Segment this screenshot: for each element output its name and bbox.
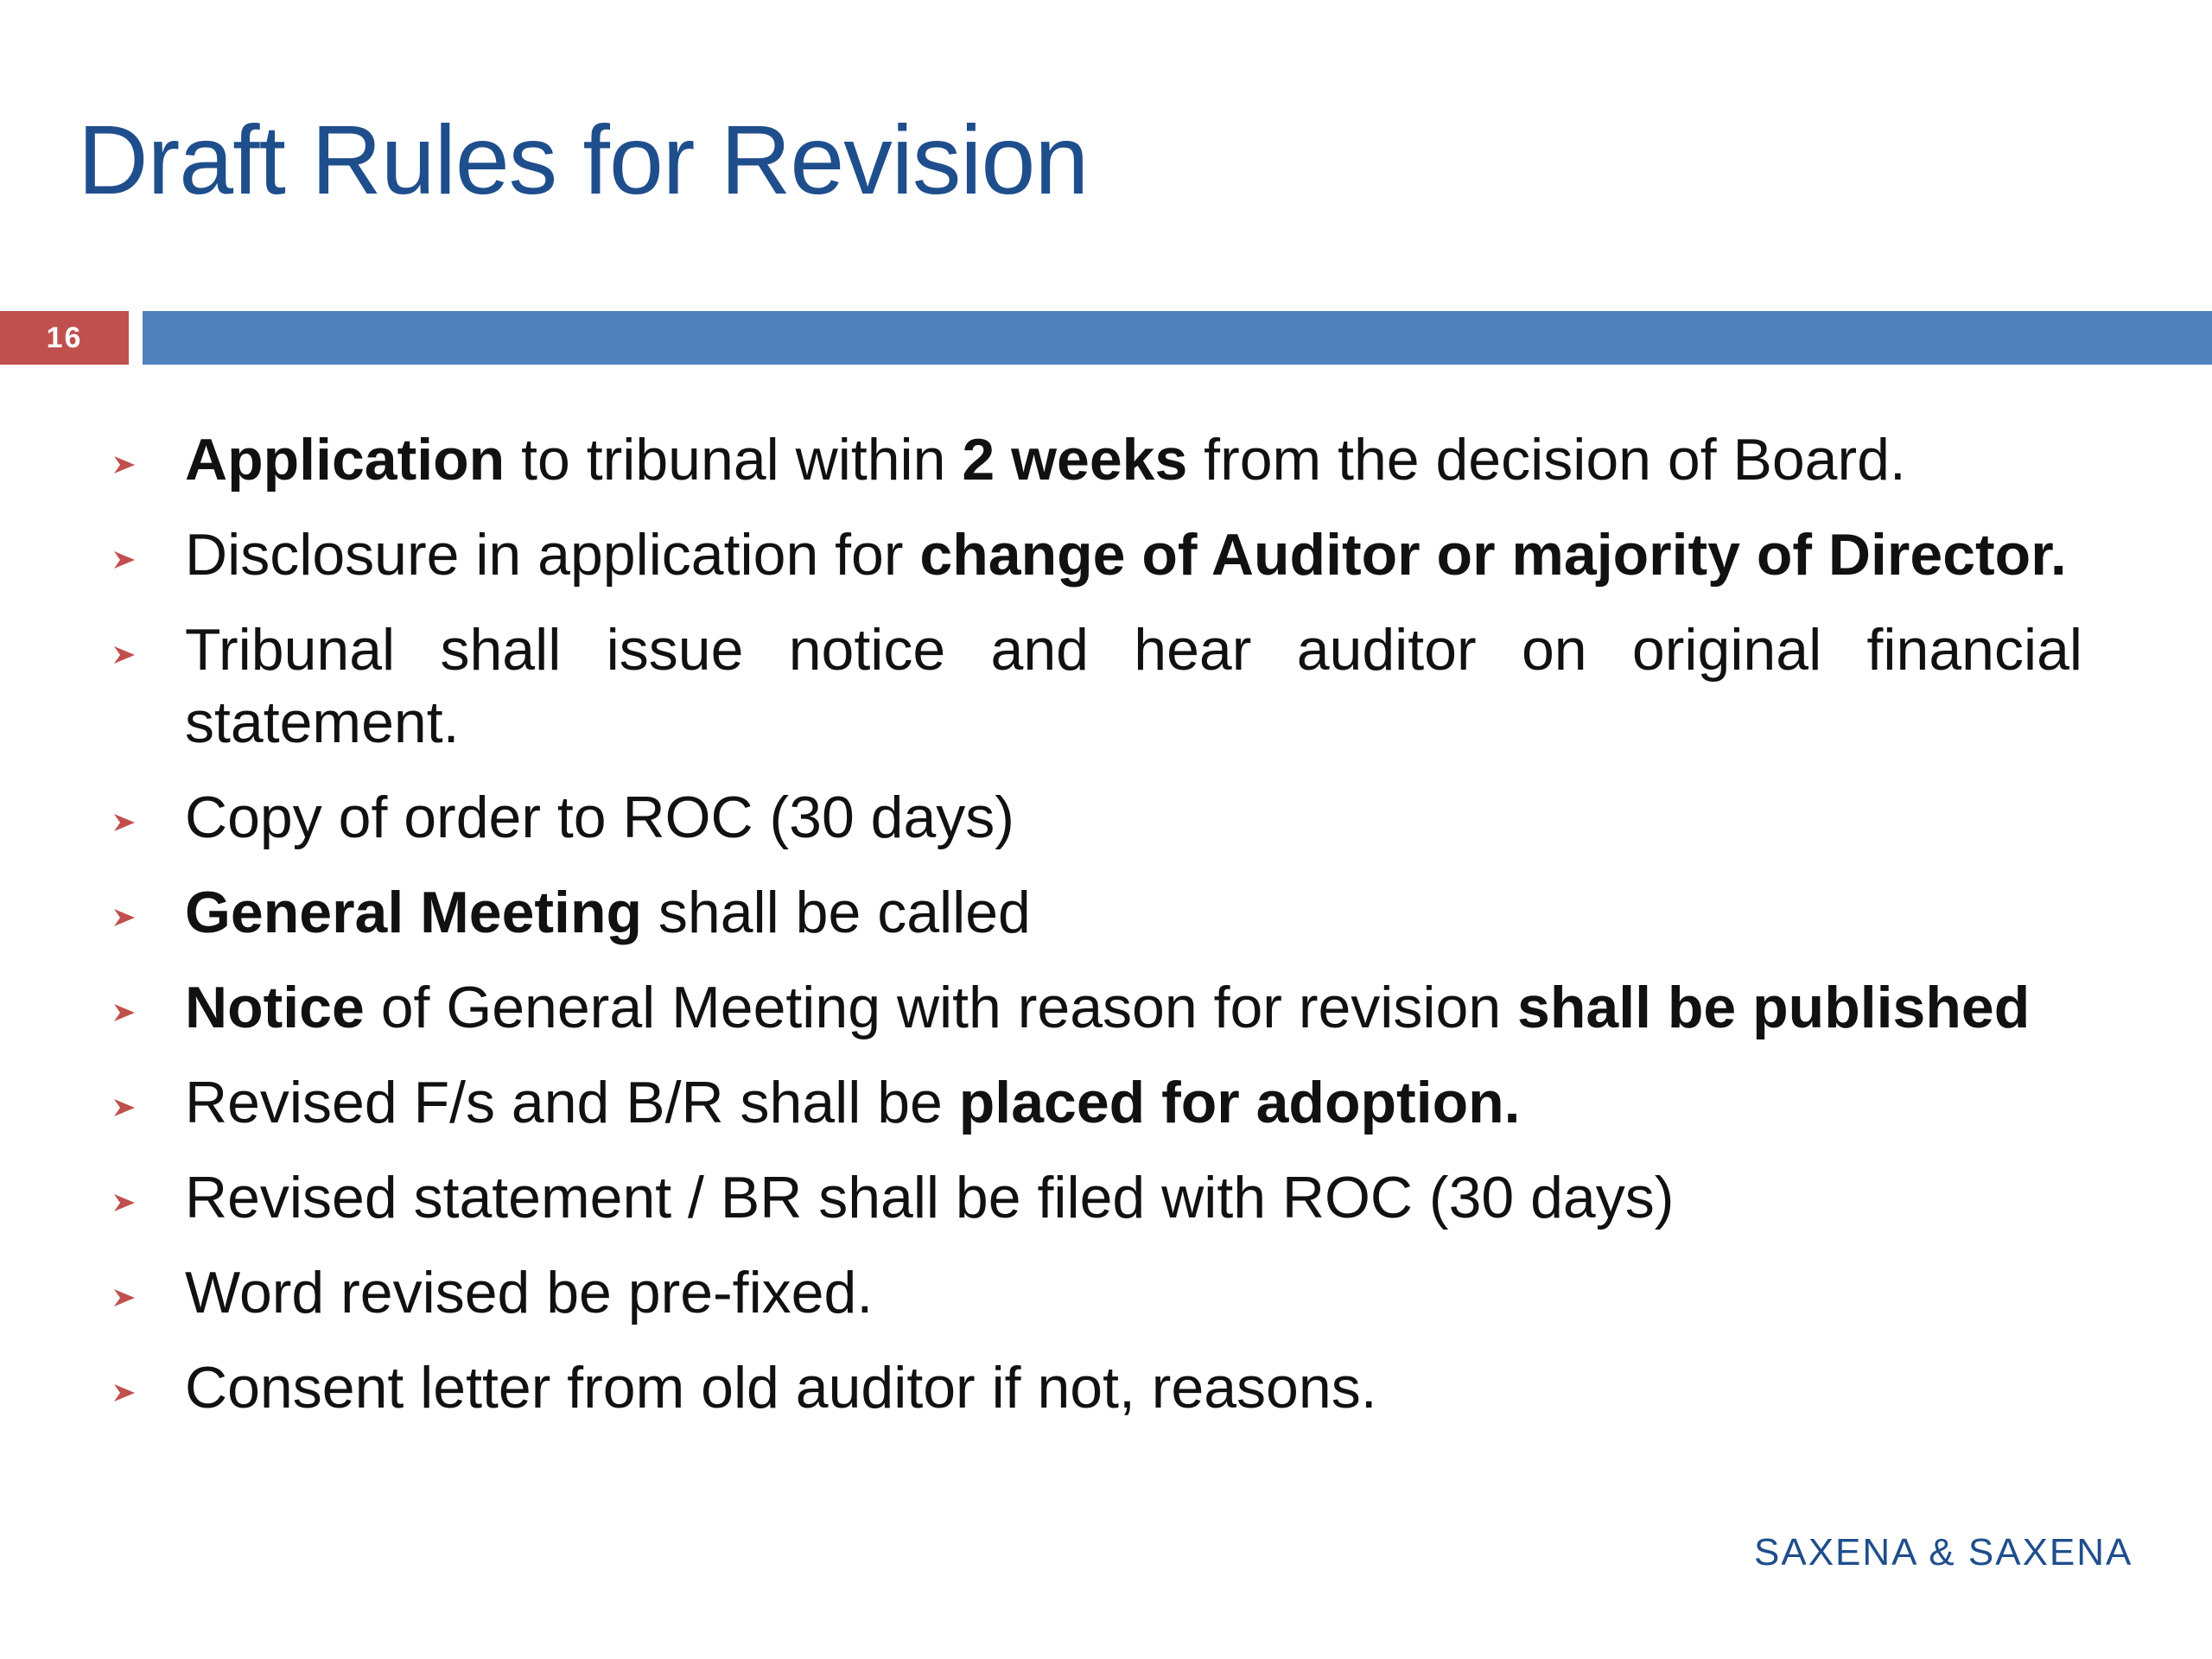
bullet-text: Tribunal shall issue notice and hear auditor on original financial statement. xyxy=(185,617,2082,755)
bullet-text-bold: Application xyxy=(185,427,505,493)
list-item xyxy=(112,613,2082,759)
bullet-text: Revised F/s and B/R shall be xyxy=(185,1070,959,1135)
bullet-text: Revised statement / BR shall be filed with ROC (30 days) xyxy=(185,1165,1675,1230)
bullet-text-bold: 2 weeks xyxy=(962,427,1188,493)
footer-brand: SAXENA & SAXENA xyxy=(1754,1531,2133,1573)
bullet-text: Consent letter from old auditor if not, reasons. xyxy=(185,1355,1377,1421)
bullet-text-bold: Notice xyxy=(185,975,365,1040)
list-item xyxy=(112,781,2082,854)
bullet-text-bold: change of Auditor or majority of Director. xyxy=(919,522,2067,588)
arrowhead-bullet-icon xyxy=(112,906,137,930)
arrowhead-bullet-icon xyxy=(112,548,137,572)
list-item xyxy=(112,423,2082,496)
bullet-text: Word revised be pre-fixed. xyxy=(185,1260,874,1325)
arrowhead-bullet-icon xyxy=(112,1096,137,1120)
slide-number: 16 xyxy=(0,311,129,365)
arrowhead-bullet-icon xyxy=(112,643,137,667)
list-item xyxy=(112,518,2082,591)
arrowhead-bullet-icon xyxy=(112,1191,137,1215)
bullet-text: to tribunal within xyxy=(505,427,963,493)
arrowhead-bullet-icon xyxy=(112,1381,137,1405)
bullet-text: from the decision of Board. xyxy=(1187,427,1906,493)
list-item xyxy=(112,971,2082,1044)
arrowhead-bullet-icon xyxy=(112,1286,137,1310)
list-item xyxy=(112,1351,2082,1424)
list-item xyxy=(112,876,2082,949)
bullet-text: shall be called xyxy=(642,880,1031,945)
bullet-list xyxy=(112,423,2082,1446)
arrowhead-bullet-icon xyxy=(112,810,137,835)
bullet-text: of General Meeting with reason for revision xyxy=(364,975,1518,1040)
arrowhead-bullet-icon xyxy=(112,1001,137,1025)
bullet-text-bold: placed for adoption. xyxy=(958,1070,1521,1135)
bullet-text: Disclosure in application for xyxy=(185,522,920,588)
header-bar xyxy=(143,311,2212,365)
slide-title: Draft Rules for Revision xyxy=(78,105,1089,214)
bullet-text-bold: General Meeting xyxy=(185,880,643,945)
arrowhead-bullet-icon xyxy=(112,453,137,477)
list-item xyxy=(112,1256,2082,1329)
list-item xyxy=(112,1066,2082,1139)
list-item xyxy=(112,1161,2082,1234)
bullet-text: Copy of order to ROC (30 days) xyxy=(185,785,1014,850)
bullet-text-bold: shall be published xyxy=(1517,975,2031,1040)
